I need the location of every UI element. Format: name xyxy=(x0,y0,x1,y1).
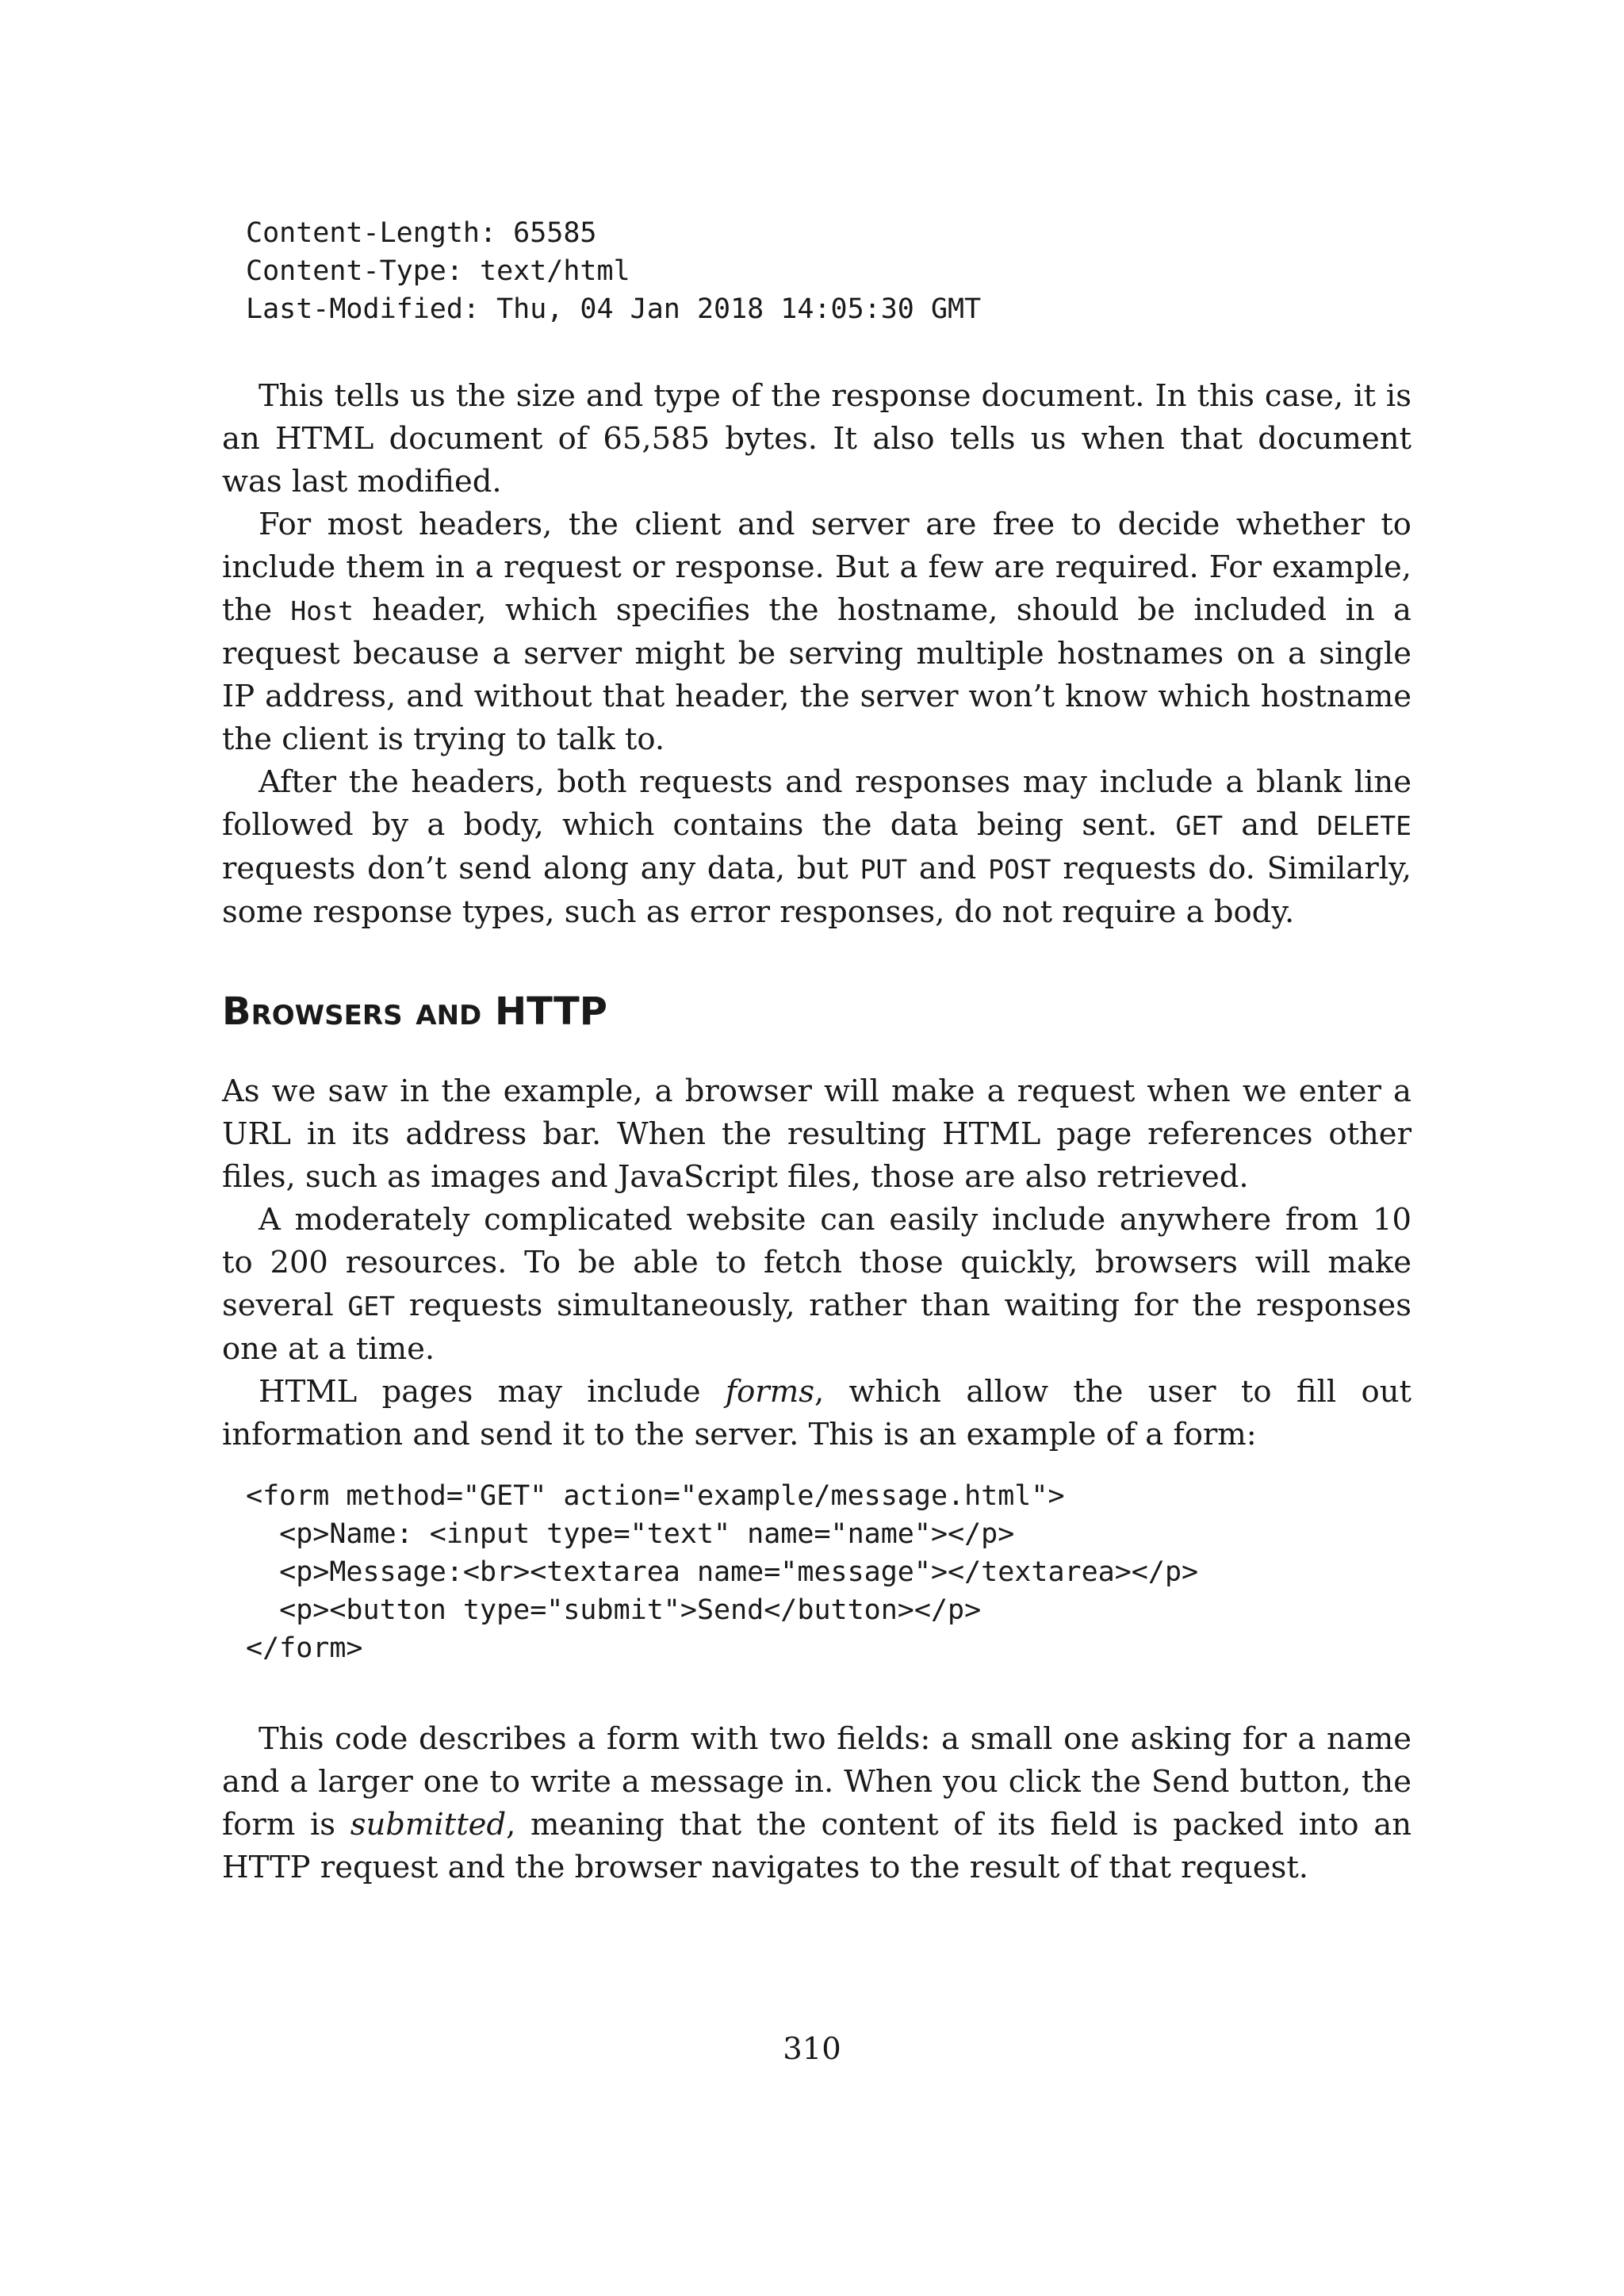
paragraph-text: , which allow the user to fill out information and send it to the server. This is an example of a form: xyxy=(222,1374,1411,1452)
paragraph-forms xyxy=(222,1371,1411,1456)
inline-code-put: PUT xyxy=(860,854,908,885)
paragraph-browser-requests xyxy=(222,1070,1411,1199)
paragraph-response-size xyxy=(222,375,1411,503)
paragraph-text: requests simultaneously, rather than waiting for the responses one at a time. xyxy=(222,1288,1411,1367)
code-line: Last-Modified: Thu, 04 Jan 2018 14:05:30 GMT xyxy=(246,293,982,325)
paragraph-text: A moderately complicated website can easily include anywhere from 10 to 200 resources. To be able to fetch those quickly, browsers will make several xyxy=(222,1202,1411,1323)
paragraph-text: header, which specifies the hostname, should be included in a request because a server might be serving multiple hostnames on a single IP address, and without that header, the server won’t know which hostname the client is trying to talk to. xyxy=(222,592,1411,757)
inline-code-delete: DELETE xyxy=(1316,810,1411,841)
code-line: <p><button type="submit">Send</button></p> xyxy=(246,1594,982,1626)
code-block-form xyxy=(222,1477,1411,1667)
paragraph-text: and xyxy=(1223,807,1317,843)
paragraph-text: This tells us the size and type of the response document. In this case, it is an HTML document of 65,585 bytes. It also tells us when that document was last modified. xyxy=(222,378,1411,499)
code-line: Content-Length: 65585 xyxy=(246,217,597,249)
paragraph-resources xyxy=(222,1199,1411,1371)
inline-code-get: GET xyxy=(347,1291,396,1322)
paragraph-text: requests don’t send along any data, but xyxy=(222,851,860,886)
inline-code-post: POST xyxy=(988,854,1051,885)
code-line: Content-Type: text/html xyxy=(246,255,630,287)
paragraph-text: For most headers, the client and server are free to decide whether to include them in a request or response. But a few are required. For example, the xyxy=(222,507,1411,628)
paragraph-text: HTML pages may include xyxy=(259,1374,726,1410)
paragraph-text: This code describes a form with two fields: a small one asking for a name and a larger one to write a message in. When you click the Send button, the form is xyxy=(222,1721,1411,1843)
emphasis-forms: forms xyxy=(725,1374,814,1410)
paragraph-form-description xyxy=(222,1718,1411,1889)
paragraph-text: and xyxy=(907,851,989,886)
inline-code-host: Host xyxy=(290,595,354,626)
paragraph-text: requests do. Similarly, some response types, such as error responses, do not require a body. xyxy=(222,851,1411,930)
paragraph-required-headers xyxy=(222,503,1411,761)
paragraph-text: After the headers, both requests and responses may include a blank line followed by a body, which contains the data being sent. xyxy=(222,764,1411,843)
code-line: <form method="GET" action="example/message.html"> xyxy=(246,1480,1065,1512)
paragraph-text: As we saw in the example, a browser will make a request when we enter a URL in its address bar. When the resulting HTML page references other files, such as images and JavaScript files, those are also retrieved. xyxy=(222,1073,1411,1195)
paragraph-text: , meaning that the content of its field is packed into an HTTP request and the browser navigates to the result of that request. xyxy=(222,1807,1411,1885)
code-line: <p>Message:<br><textarea name="message"></textarea></p> xyxy=(246,1556,1199,1588)
paragraph-body xyxy=(222,761,1411,934)
section-heading: Browsers and HTTP xyxy=(222,989,607,1034)
emphasis-submitted: submitted xyxy=(350,1807,507,1843)
code-line: </form> xyxy=(246,1632,363,1664)
inline-code-get: GET xyxy=(1175,810,1224,841)
page-content xyxy=(222,214,1411,1889)
page-number: 310 xyxy=(783,2031,841,2067)
code-block-headers xyxy=(222,214,1411,328)
code-line: <p>Name: <input type="text" name="name"></p> xyxy=(246,1518,1015,1550)
